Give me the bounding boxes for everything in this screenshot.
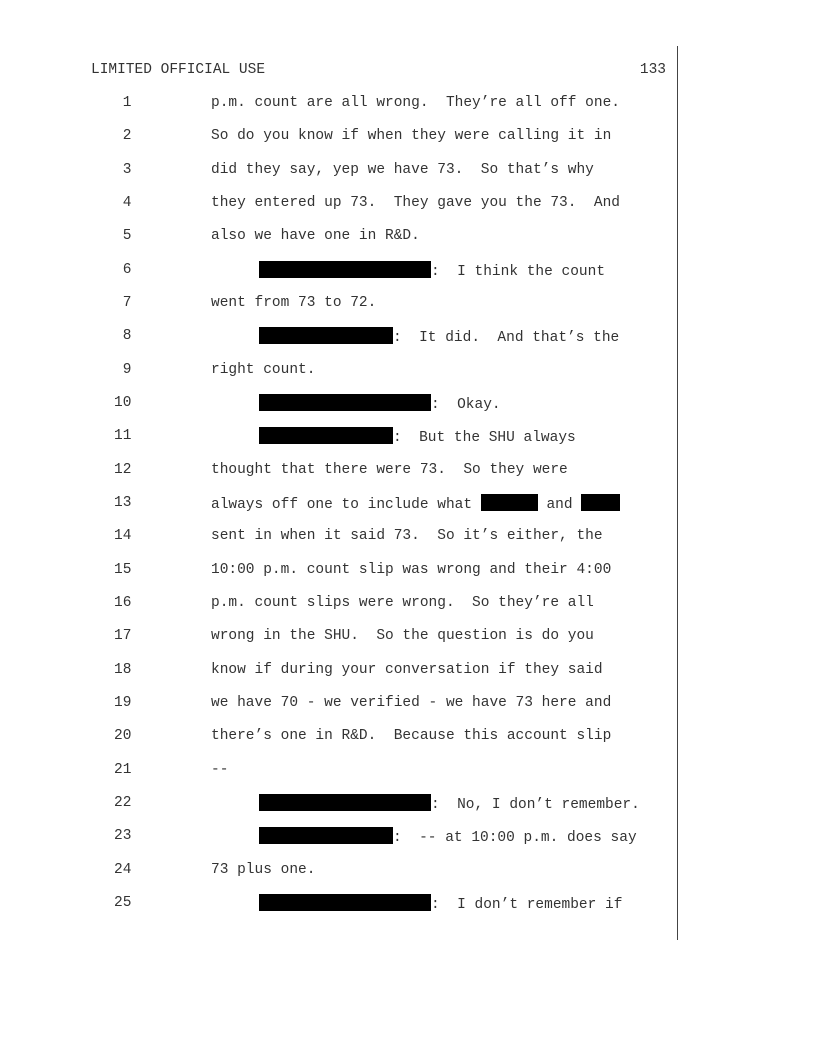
line-number: 24 bbox=[114, 862, 132, 878]
transcript-line bbox=[0, 294, 680, 312]
classification-header: LIMITED OFFICIAL USE bbox=[91, 62, 266, 78]
redacted-speaker-name bbox=[259, 827, 393, 844]
transcript-line bbox=[0, 827, 680, 845]
transcript-line bbox=[0, 394, 680, 412]
line-text: sent in when it said 73. So it’s either, the bbox=[211, 528, 603, 544]
line-number: 11 bbox=[114, 428, 132, 444]
line-text: -- bbox=[211, 762, 229, 778]
transcript-line bbox=[0, 161, 680, 179]
transcript-line bbox=[0, 527, 680, 545]
line-number: 25 bbox=[114, 895, 132, 911]
transcript-line bbox=[0, 727, 680, 745]
line-text: went from 73 to 72. bbox=[211, 295, 377, 311]
redacted-speaker-name bbox=[259, 427, 393, 444]
transcript-line bbox=[0, 194, 680, 212]
line-text: So do you know if when they were calling it in bbox=[211, 128, 612, 144]
transcript-line bbox=[0, 227, 680, 245]
line-number: 10 bbox=[114, 395, 132, 411]
line-number: 16 bbox=[114, 595, 132, 611]
line-number: 6 bbox=[122, 262, 132, 278]
redacted-name bbox=[481, 494, 538, 511]
line-text: : -- at 10:00 p.m. does say bbox=[393, 830, 637, 846]
line-text: 10:00 p.m. count slip was wrong and their 4:00 bbox=[211, 562, 612, 578]
transcript-line bbox=[0, 361, 680, 379]
line-text: : I think the count bbox=[431, 264, 606, 280]
line-text: also we have one in R&D. bbox=[211, 228, 420, 244]
line-text: and bbox=[537, 497, 582, 513]
line-number: 4 bbox=[122, 195, 132, 211]
redacted-speaker-name bbox=[259, 261, 431, 278]
line-number: 12 bbox=[114, 462, 132, 478]
speaker-line bbox=[259, 427, 576, 447]
transcript-line bbox=[0, 261, 680, 279]
transcript-line bbox=[0, 661, 680, 679]
line-text: they entered up 73. They gave you the 73. And bbox=[211, 195, 620, 211]
line-number: 5 bbox=[122, 228, 132, 244]
line-number: 17 bbox=[114, 628, 132, 644]
speaker-line bbox=[259, 794, 640, 814]
line-text: p.m. count are all wrong. They’re all off one. bbox=[211, 95, 620, 111]
line-number: 15 bbox=[114, 562, 132, 578]
speaker-line bbox=[259, 261, 605, 281]
transcript-line bbox=[0, 594, 680, 612]
line-text: : No, I don’t remember. bbox=[431, 797, 640, 813]
redacted-speaker-name bbox=[259, 327, 393, 344]
line-text: 73 plus one. bbox=[211, 862, 316, 878]
line-text: right count. bbox=[211, 362, 316, 378]
transcript-line bbox=[0, 327, 680, 345]
line-text: wrong in the SHU. So the question is do you bbox=[211, 628, 594, 644]
line-number: 14 bbox=[114, 528, 132, 544]
transcript-line bbox=[0, 761, 680, 779]
transcript-line bbox=[0, 694, 680, 712]
line-text: we have 70 - we verified - we have 73 here and bbox=[211, 695, 612, 711]
line-number: 8 bbox=[122, 328, 132, 344]
speaker-line bbox=[259, 394, 501, 414]
line-number: 19 bbox=[114, 695, 132, 711]
transcript-line bbox=[0, 561, 680, 579]
line-text: did they say, yep we have 73. So that’s why bbox=[211, 162, 594, 178]
transcript-line bbox=[0, 94, 680, 112]
line-number: 13 bbox=[114, 495, 132, 511]
line-text: thought that there were 73. So they were bbox=[211, 462, 568, 478]
redacted-speaker-name bbox=[259, 394, 431, 411]
line-number: 2 bbox=[122, 128, 132, 144]
line-text: : It did. And that’s the bbox=[393, 330, 620, 346]
transcript-line bbox=[0, 861, 680, 879]
speaker-line bbox=[259, 894, 622, 914]
line-number: 20 bbox=[114, 728, 132, 744]
line-text: : I don’t remember if bbox=[431, 897, 623, 913]
redacted-name bbox=[581, 494, 620, 511]
transcript-line bbox=[0, 461, 680, 479]
line-number: 18 bbox=[114, 662, 132, 678]
line-text: always off one to include what bbox=[211, 497, 481, 513]
line-text: there’s one in R&D. Because this account slip bbox=[211, 728, 612, 744]
speaker-line bbox=[259, 827, 637, 847]
transcript-line bbox=[0, 627, 680, 645]
line-number: 1 bbox=[122, 95, 132, 111]
transcript-line bbox=[0, 794, 680, 812]
speaker-line bbox=[259, 327, 619, 347]
line-text: know if during your conversation if they said bbox=[211, 662, 603, 678]
line-text: : Okay. bbox=[431, 397, 501, 413]
line-number: 23 bbox=[114, 828, 132, 844]
line-number: 21 bbox=[114, 762, 132, 778]
line-number: 22 bbox=[114, 795, 132, 811]
line-text: p.m. count slips were wrong. So they’re all bbox=[211, 595, 594, 611]
line-number: 3 bbox=[122, 162, 132, 178]
redacted-speaker-name bbox=[259, 894, 431, 911]
line-number: 7 bbox=[122, 295, 132, 311]
transcript-line bbox=[0, 127, 680, 145]
transcript-line bbox=[0, 427, 680, 445]
page-number: 133 bbox=[639, 62, 666, 78]
transcript-line bbox=[0, 894, 680, 912]
line-text-with-redactions bbox=[211, 494, 620, 514]
redacted-speaker-name bbox=[259, 794, 431, 811]
line-number: 9 bbox=[122, 362, 132, 378]
line-text: : But the SHU always bbox=[393, 430, 576, 446]
transcript-line bbox=[0, 494, 680, 512]
